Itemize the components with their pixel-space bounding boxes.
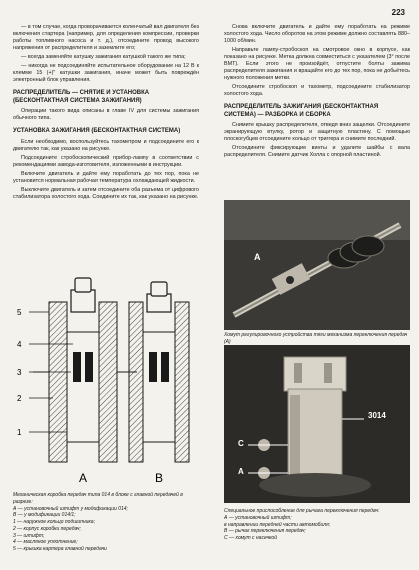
intro-paragraph: — никогда не подсоединяйте испытательное оборудование на 12 В к клемме 15 (+)" катушки зажигания, иначе может быть повреждён электронный блок управления. — [13, 63, 199, 84]
caption-item: А — установочный штифт у модификации 014; — [13, 505, 128, 512]
caption-item: 4 — масляное уплотнение; — [13, 539, 78, 546]
gearbox-section-drawing — [13, 272, 203, 490]
section-heading: РАСПРЕДЕЛИТЕЛЬ — СНЯТИЕ И УСТАНОВКА (БЕСКОНТАКТНАЯ СИСТЕМА ЗАЖИГАНИЯ) — [13, 90, 150, 104]
photo1-caption: Хомут регулировочного устройства тяги механизма переключения передач (А) — [224, 332, 408, 345]
gearbox-figure-caption — [13, 492, 203, 553]
view-label-a: A — [79, 471, 88, 485]
caption-item: 3 — штифт; — [13, 532, 45, 539]
photo-letter-a: A — [238, 467, 244, 476]
section-paragraph: Если необходимо, воспользуйтесь тахометром и подсоедините его к двигателю так, как указано на рисунке. — [13, 138, 199, 152]
shift-linkage-photo — [224, 200, 410, 330]
right-paragraph: Направьте лампу-стробоскоп на смотровое окно в корпусе, как показано на рисунке. Метка должна совместиться с указателем (3° после ВМТ). Если этого не произойдёт, отпустите болты зажима распределителя зажигания и вращайте его до тех пор, пока не добьётесь нужного положения метки. — [224, 47, 410, 82]
view-label-b: B — [155, 471, 164, 485]
left-column — [13, 24, 199, 203]
right-paragraph: Отсоедините стробоскоп и тахометр, подсоедините стабилизатор холостого хода. — [224, 84, 410, 98]
caption-item: В — рычаг переключения передач; — [224, 528, 306, 535]
section-paragraph: Отсоедините фиксирующие винты и удалите шайбы с вала распределителя. Снимите датчик Холла с опорной пластиной. — [224, 145, 410, 159]
photo2-caption — [224, 508, 410, 542]
shift-linkage-illustration — [224, 200, 410, 330]
photo-letter-c: C — [238, 439, 244, 448]
svg-text:A: A — [254, 252, 261, 262]
right-column — [224, 24, 410, 161]
section-heading: РАСПРЕДЕЛИТЕЛЬ ЗАЖИГАНИЯ (БЕСКОНТАКТНАЯ СИСТЕМА) — РАЗБОРКА И СБОРКА — [224, 104, 379, 118]
section-paragraph: Подсоедините стробоскопический прибор-лампу в соответствии с рекомендациями завода-изготовителя, изложенными в инструкции. — [13, 154, 199, 168]
view-b-drawing — [129, 282, 189, 462]
right-paragraph: Снова включите двигатель и дайте ему поработать на режиме холостого хода. Число оборотов на этом режиме должно составлять 880–1000 об/мин. — [224, 24, 410, 45]
caption-title: Механическая коробка передач типа 014 в блоке с главной передачей в разрезе: — [13, 492, 183, 505]
caption-item: 1 — наружное кольцо подшипника; — [13, 519, 95, 525]
special-tool-photo — [224, 345, 410, 503]
view-a-drawing — [33, 278, 137, 462]
part-label: 5 — [17, 308, 22, 317]
special-tool-illustration — [224, 345, 410, 503]
section-paragraph: Снимите крышку распределителя, отведя вниз защелки. Отсоедините экранирующую втулку, ротор и защитную пластину. С помощью плоскогубцев отсоедините кольцо от триггера и снимите последний. — [224, 122, 410, 143]
caption-item: А — установочный штифт; — [224, 514, 292, 521]
part-label: 4 — [17, 340, 22, 349]
part-label: 3 — [17, 368, 22, 377]
caption-item: 2 — корпус коробки передач; — [13, 525, 81, 532]
gearbox-section-figure — [13, 272, 203, 490]
tool-number-label: 3014 — [368, 411, 386, 420]
caption-item: С — хомут с насечкой — [224, 535, 277, 541]
page-number: 223 — [391, 8, 405, 17]
intro-paragraph: — в том случае, когда проворачивается коленчатый вал двигателя без включения стартера (например, для определения компрессии, проверки работы топливного насоса и т. д.), отсоедините провод высокого напряжения от распределителя и заземлите его; — [13, 24, 199, 52]
section-paragraph: Операции такого вида описаны в главе IV для системы зажигания обычного типа. — [13, 108, 199, 122]
part-label: 2 — [17, 394, 22, 403]
section-paragraph: Включите двигатель и дайте ему поработать до тех пор, пока не установится нормальная рабочая температура охлаждающей жидкости. — [13, 170, 199, 184]
section-paragraph: Выключите двигатель и затем отсоедините оба разъема от цифрового стабилизатора холостого хода. Соедините их так, как указано на рисунке. — [13, 186, 199, 200]
intro-paragraph: — всегда заменяйте катушку зажигания катушкой такого же типа; — [21, 54, 186, 61]
caption-item: в направлении передней части автомобиля; — [224, 521, 331, 528]
part-label: 1 — [17, 428, 22, 437]
caption-item: 5 — крышка картера главной передачи — [13, 546, 107, 552]
caption-item: В — у модификации 014/1; — [13, 512, 76, 519]
section-heading: УСТАНОВКА ЗАЖИГАНИЯ (БЕСКОНТАКТНАЯ СИСТЕМА) — [13, 128, 181, 135]
caption-title: Специальное приспособление для рычага переключения передач: — [224, 508, 380, 514]
